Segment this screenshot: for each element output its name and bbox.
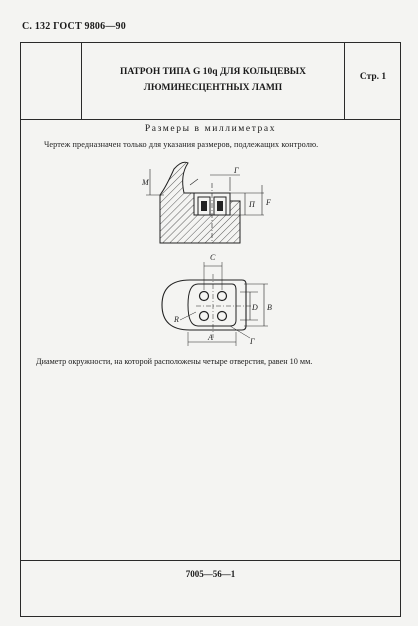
label-r: R — [174, 315, 179, 324]
hole-top-left — [200, 292, 209, 301]
title-line-2: ЛЮМИНЕСЦЕНТНЫХ ЛАМП — [143, 83, 283, 93]
label-m: М — [142, 178, 149, 187]
footer-code: 7005—56—1 — [185, 569, 236, 579]
page-header-label: С. 132 ГОСТ 9806—90 — [22, 21, 126, 32]
units-caption: Размеры в миллиметрах — [144, 124, 277, 134]
label-d: D — [252, 303, 258, 312]
label-c: С — [210, 253, 216, 262]
hole-top-right — [218, 292, 227, 301]
footer-divider — [20, 560, 401, 561]
label-p: П — [249, 200, 255, 209]
hole-bottom-left — [200, 312, 209, 321]
label-b: В — [267, 303, 272, 312]
label-g-side: Г — [234, 166, 239, 175]
title-line-1: ПАТРОН ТИПА G 10q ДЛЯ КОЛЬЦЕВЫХ — [120, 67, 306, 77]
hole-bottom-right — [218, 312, 227, 321]
side-view-drawing — [130, 155, 280, 245]
label-f: F — [266, 198, 271, 207]
diameter-note: Диаметр окружности, на которой расположены четыре отверстия, равен 10 мм. — [36, 357, 313, 366]
document-title — [82, 64, 344, 96]
label-a: А — [208, 333, 213, 342]
contact-pin-left — [201, 201, 207, 211]
label-g-top: Г — [250, 337, 255, 346]
socket-face — [188, 284, 236, 326]
contact-pin-right — [217, 201, 223, 211]
top-view-drawing — [150, 250, 280, 350]
drawing-note: Чертеж предназначен только для указания размеров, подлежащих контролю. — [44, 140, 319, 149]
sheet-number: Стр. 1 — [359, 72, 387, 82]
